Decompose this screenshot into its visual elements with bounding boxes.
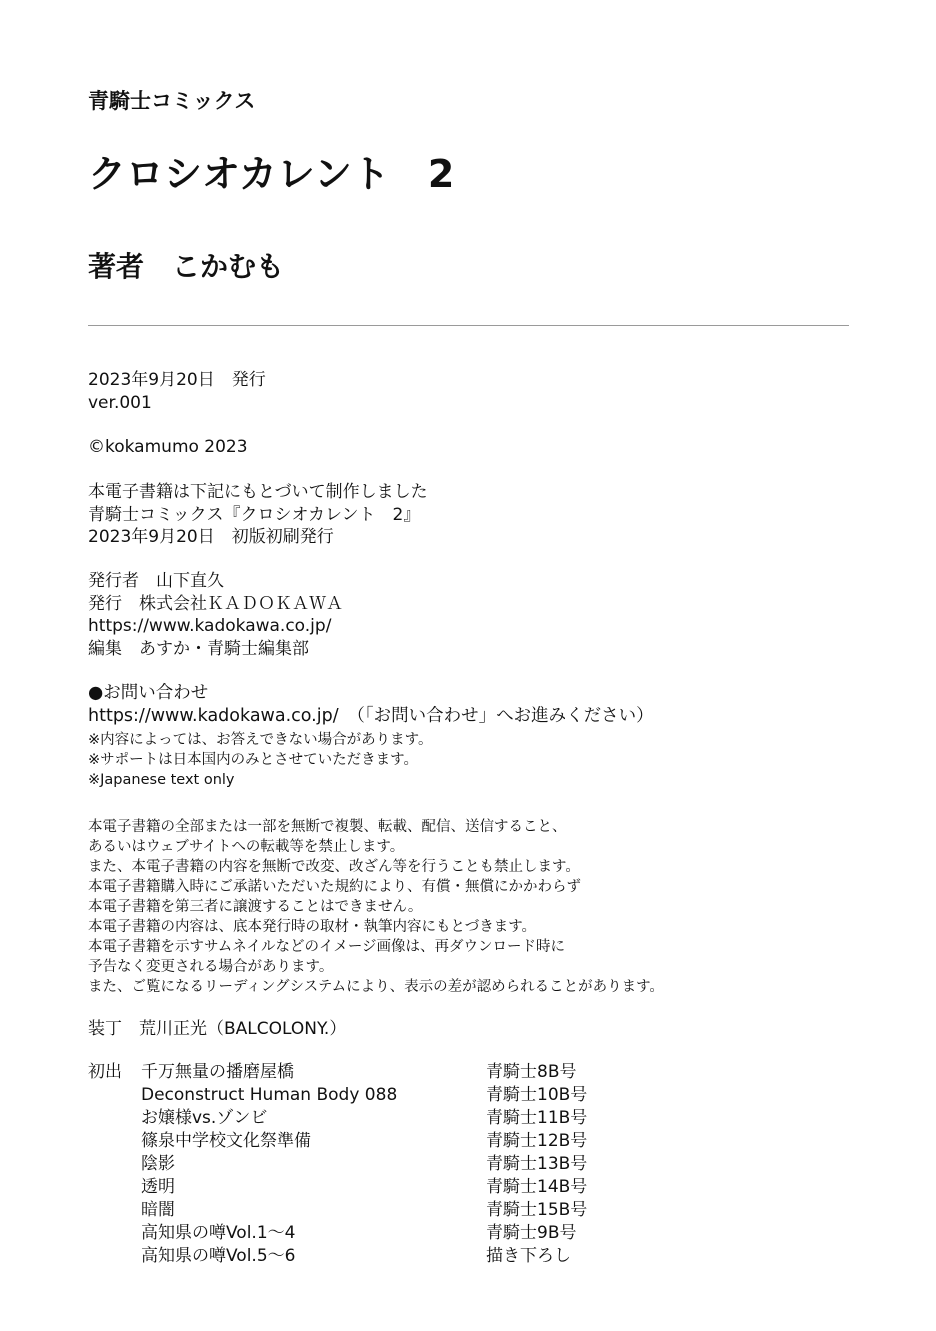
work-title: 高知県の噂Vol.5～6 <box>141 1246 296 1266</box>
notice-line: また、本電子書籍の内容を無断で改変、改ざん等を行うことも禁止します。 <box>88 859 580 875</box>
publication-info <box>88 369 266 414</box>
notice-line: 本電子書籍の全部または一部を無断で複製、転載、配信、送信すること、 <box>88 819 567 835</box>
notice-line: また、ご覧になるリーディングシステムにより、表示の差が認められることがあります。 <box>88 979 664 995</box>
book-title: クロシオカレント 2 <box>88 152 455 196</box>
work-title: 透明 <box>141 1177 175 1197</box>
first-publication-label: 初出 <box>88 1062 122 1082</box>
author-name: こかむも <box>172 250 285 283</box>
contact-note: ※Japanese text only <box>88 772 235 788</box>
design-credit <box>88 1018 346 1041</box>
work-title: お嬢様vs.ゾンビ <box>141 1108 268 1128</box>
notice-line: 本電子書籍を示すサムネイルなどのイメージ画像は、再ダウンロード時に <box>88 939 566 955</box>
work-source: 青騎士14B号 <box>486 1177 588 1197</box>
work-source: 青騎士13B号 <box>486 1154 588 1174</box>
work-title: 篠泉中学校文化祭準備 <box>141 1131 311 1151</box>
notice-line: 本電子書籍を第三者に譲渡することはできません。 <box>88 899 423 915</box>
contact-url-line[interactable]: https://www.kadokawa.co.jp/ （「お問い合わせ」へお進みください） <box>88 706 654 726</box>
work-title: 高知県の噂Vol.1～4 <box>141 1223 296 1243</box>
author-line <box>88 249 284 285</box>
source-line: 青騎士コミックス『クロシオカレント 2』 <box>88 504 421 525</box>
work-title: 暗闇 <box>141 1200 175 1220</box>
work-source: 青騎士9B号 <box>486 1223 577 1243</box>
copyright-text: ©kokamumo 2023 <box>88 437 248 457</box>
publication-date: 2023年9月20日 発行 <box>88 370 266 390</box>
imprint-label: 青騎士コミックス <box>88 89 256 113</box>
work-source: 青騎士8B号 <box>486 1062 577 1082</box>
notice-line: 本電子書籍購入時にご承諾いただいた規約により、有償・無償にかかわらず <box>88 879 581 895</box>
work-source: 青騎士15B号 <box>486 1200 588 1220</box>
contact-heading: ●お問い合わせ <box>88 683 209 703</box>
notice-line: あるいはウェブサイトへの転載等を禁止します。 <box>88 839 405 855</box>
notice-line: 本電子書籍の内容は、底本発行時の取材・執筆内容にもとづきます。 <box>88 919 537 935</box>
work-source: 青騎士12B号 <box>486 1131 588 1151</box>
publisher-line: 発行 株式会社ＫＡＤＯＫＡＷＡ <box>88 593 343 614</box>
divider <box>88 325 849 326</box>
legal-notice <box>88 817 664 997</box>
version: ver.001 <box>88 392 152 413</box>
source-info <box>88 481 428 549</box>
work-source: 青騎士11B号 <box>486 1108 588 1128</box>
contact-note: ※サポートは日本国内のみとさせていただきます。 <box>88 752 418 768</box>
author-label: 著者 <box>88 250 145 283</box>
publisher-line: 発行者 山下直久 <box>88 571 224 591</box>
work-title: 陰影 <box>141 1154 175 1174</box>
work-title: Deconstruct Human Body 088 <box>141 1085 398 1105</box>
design-line: 装丁 荒川正光（BALCOLONY.） <box>88 1019 347 1039</box>
notice-line: 予告なく変更される場合があります。 <box>88 959 334 975</box>
source-line: 本電子書籍は下記にもとづいて制作しました <box>88 482 428 502</box>
publisher-url[interactable]: https://www.kadokawa.co.jp/ <box>88 616 332 636</box>
publisher-line: 編集 あすか・青騎士編集部 <box>88 638 309 659</box>
work-title: 千万無量の播磨屋橋 <box>141 1062 294 1082</box>
contact-section <box>88 682 654 790</box>
copyright <box>88 436 248 459</box>
source-line: 2023年9月20日 初版初刷発行 <box>88 527 334 547</box>
work-source: 青騎士10B号 <box>486 1085 588 1105</box>
contact-note: ※内容によっては、お答えできない場合があります。 <box>88 732 433 748</box>
publisher-info <box>88 570 343 660</box>
work-source: 描き下ろし <box>486 1246 571 1266</box>
